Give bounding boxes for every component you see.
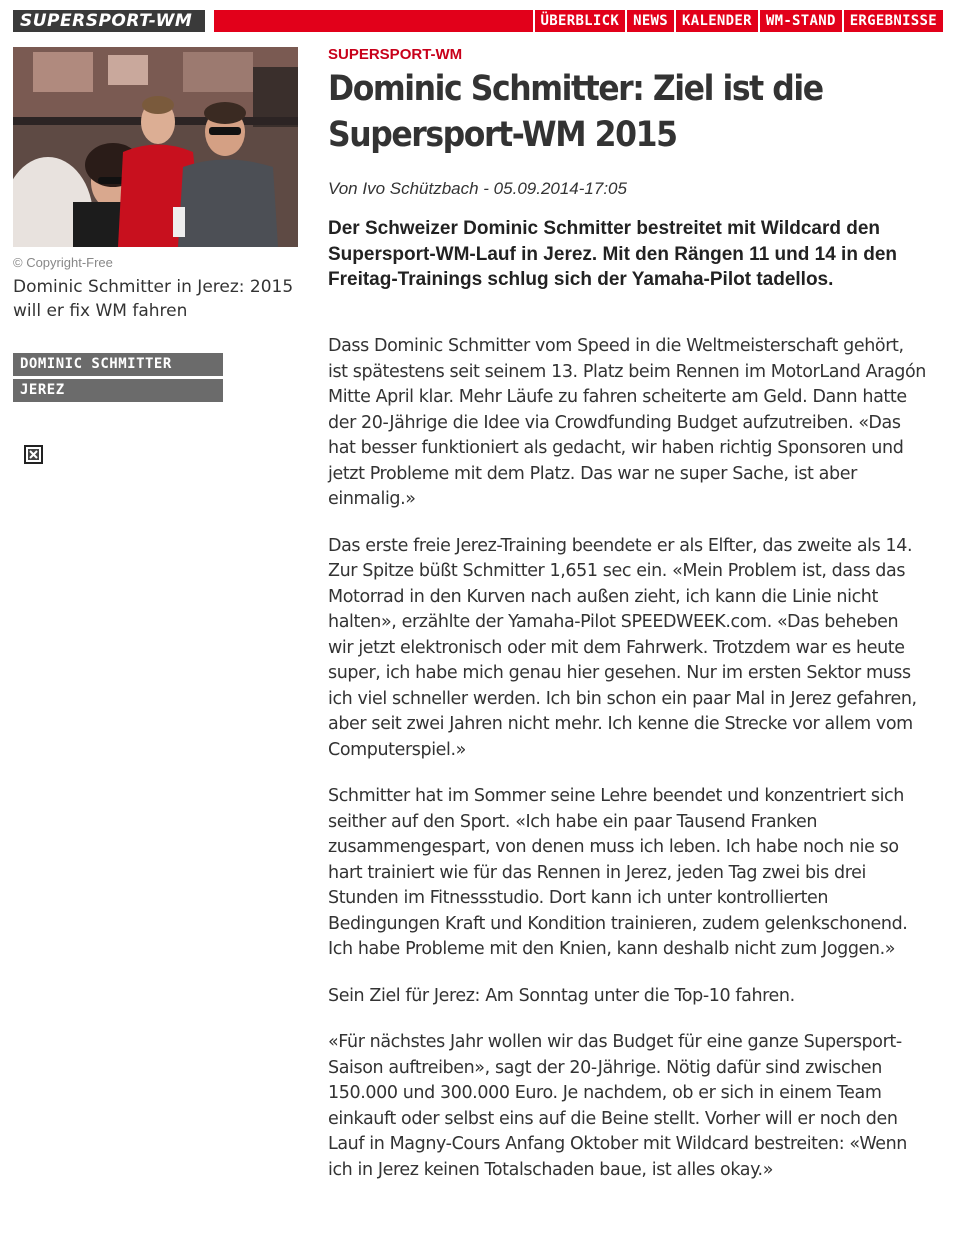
article-kicker[interactable]: SUPERSPORT-WM [328,46,463,63]
close-icon[interactable] [24,445,43,464]
photo-caption: Dominic Schmitter in Jerez: 2015 will er fix WM fahren [13,277,294,321]
article-paragraph: Schmitter hat im Sommer seine Lehre beendet und konzentriert sich seither auf den Sport. «Ich habe ein paar Tausend Franken zusammengespart, von denen muss ich leben. Ich habe noch nie so hart trainiert wie für das Rennen in Jerez, jeden Tag zwei bis drei Stunden im Fitnessstudio. Dort kann ich unter kontrollierten Bedingungen Kraft und Kondition trainieren, zudem gelenkschonend. Ich habe Probleme mit den Knien, kann deshalb nicht zum Joggen.» [328,786,908,959]
article-paragraph: Das erste freie Jerez-Training beendete er als Elfter, das zweite als 14. Zur Spitze büßt Schmitter 1,651 sec ein. «Mein Problem ist, dass das Motorrad in den Kurven nach außen zieht, ich kann die Linie nicht halten», erzählte der Yamaha-Pilot SPEEDWEEK.com. «Das beheben wir jetzt elektronisch oder mit dem Fahrwerk. Trotzdem war es heute super, ich habe mich genau hier gesehen. Nur im ersten Sektor muss ich viel schneller werden. Ich bin schon ein paar Mal in Jerez gefahren, aber seit zwei Jahren nicht mehr. Ich kenne die Strecke vor allem vom Computerspiel.» [328,535,917,760]
article-photo[interactable] [13,47,298,247]
nav-news[interactable]: NEWS [625,10,674,32]
nav-wm-stand[interactable]: WM-STAND [758,10,842,32]
article-paragraph: Dass Dominic Schmitter vom Speed in die Weltmeisterschaft gehört, ist spätestens seit seinem 13. Platz beim Rennen im MotorLand Aragón Mitte April klar. Mehr Läufe zu fahren scheiterte am Geld. Dann hatte der 20-Jährige die Idee via Crowdfunding Budget aufzutreiben. «Das hat besser funktioniert als gedacht, wir haben richtig Sponsoren und jetzt Probleme mit dem Platz. Das war ne super Sache, ist aber einmalig.» [328,336,926,509]
article-paragraph: Sein Ziel für Jerez: Am Sonntag unter die Top-10 fahren. [328,985,795,1006]
tag-jerez[interactable]: JEREZ [13,379,223,402]
nav-kalender[interactable]: KALENDER [674,10,758,32]
main-nav [214,10,943,32]
article-lead: Der Schweizer Dominic Schmitter bestreitet mit Wildcard den Supersport-WM-Lauf in Jerez. Mit den Rängen 11 und 14 in den Freitag-Trainings schlug sich der Yamaha-Pilot tadellos. [328,218,897,290]
nav-ueberblick[interactable]: ÜBERBLICK [533,10,626,32]
article-paragraph: «Für nächstes Jahr wollen wir das Budget für eine ganze Supersport-Saison auftreiben», sagt der 20-Jährige. Nötig dafür sind zwischen 150.000 und 300.000 Euro. Je nachdem, ob er sich in einem Team einkauft oder selbst eins auf die Beine stellt. Vorher will er noch den Lauf in Magny-Cours Anfang Oktober mit Wildcard bestreiten: «Wenn ich in Jerez keinen Totalschaden baue, ist alles okay.» [328,1032,907,1180]
tag-dominic-schmitter[interactable]: DOMINIC SCHMITTER [13,353,223,376]
article-title: Dominic Schmitter: Ziel ist die Supersport-WM 2015 [328,69,823,155]
article-byline: Von Ivo Schützbach - 05.09.2014-17:05 [328,179,627,198]
photo-credit: © Copyright-Free [13,255,113,270]
article-body [328,334,928,1204]
section-brand-label[interactable]: SUPERSPORT-WM [13,10,205,32]
nav-ergebnisse[interactable]: ERGEBNISSE [842,10,943,32]
